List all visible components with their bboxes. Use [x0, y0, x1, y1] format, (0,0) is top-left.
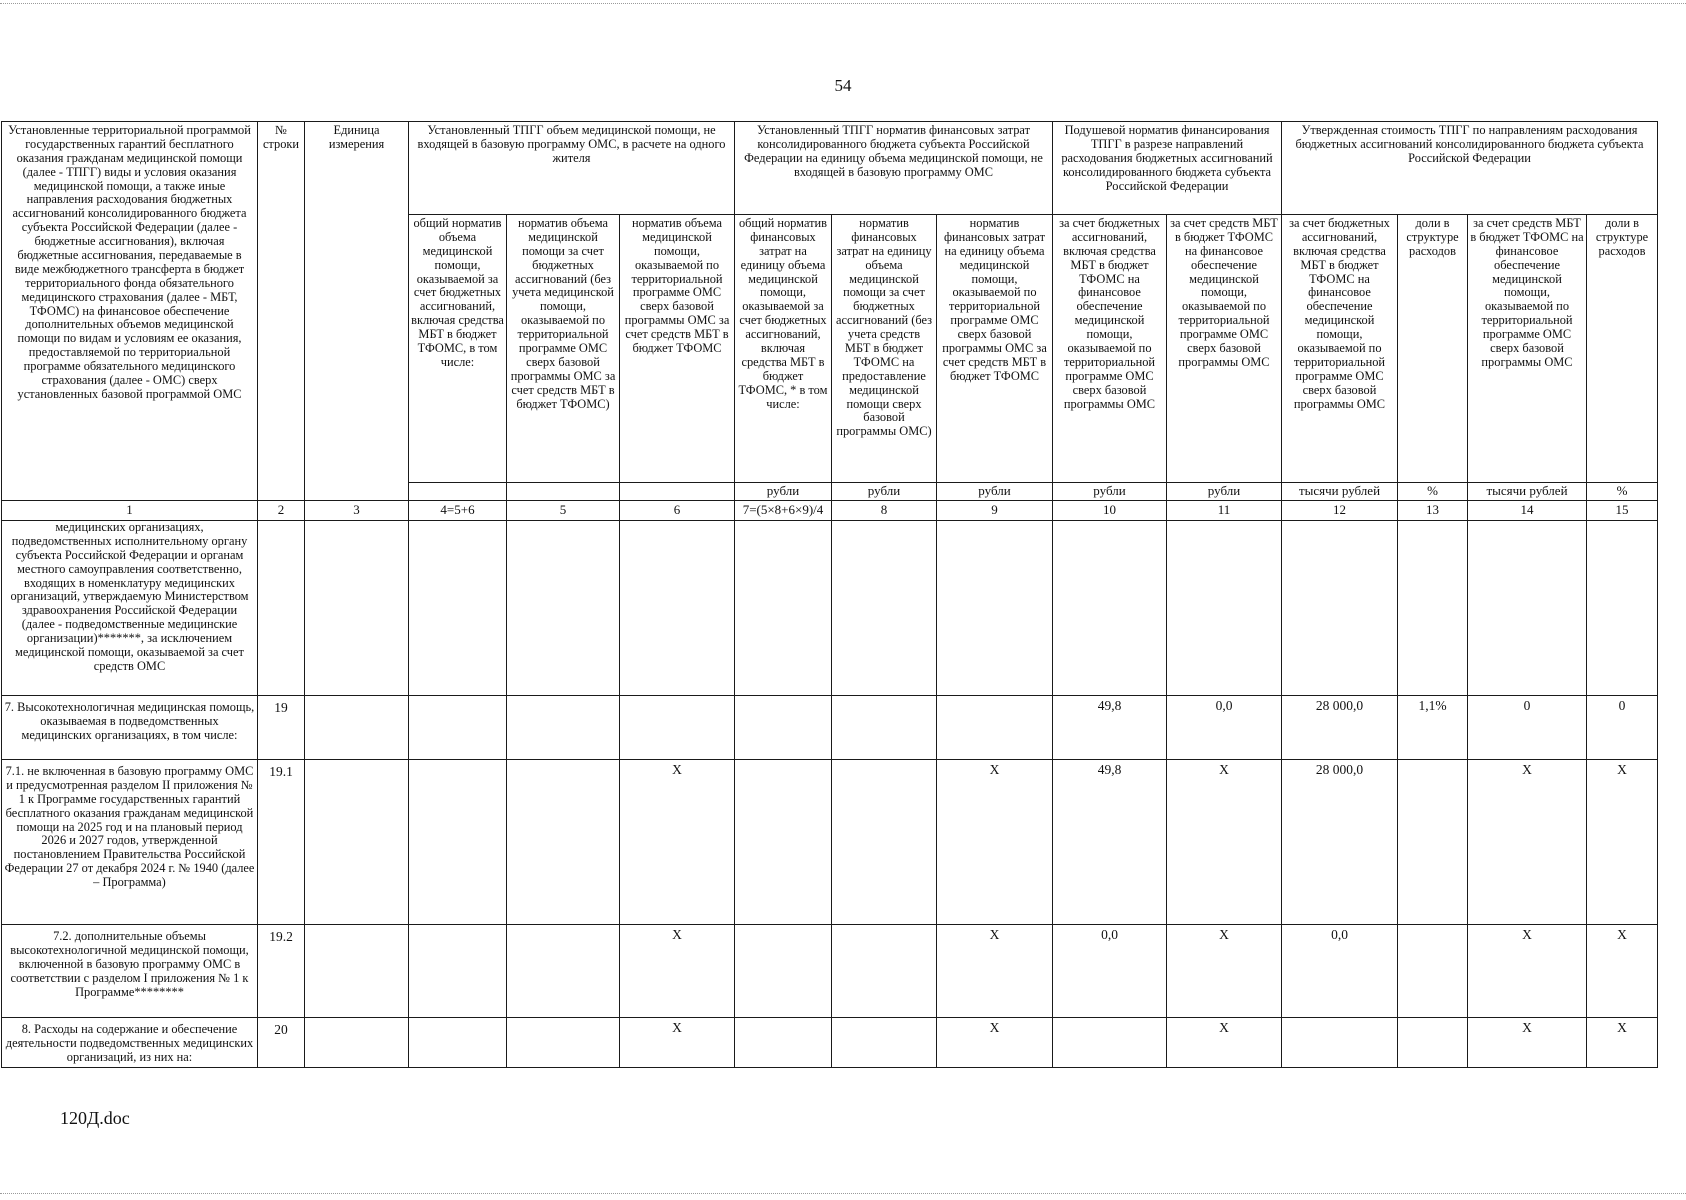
row-cell [937, 696, 1053, 760]
unit-cell: тысячи рублей [1468, 483, 1587, 501]
row-cell: 0 [1468, 696, 1587, 760]
column-number: 15 [1587, 501, 1658, 521]
row-cell [832, 521, 937, 696]
row-cell: X [937, 1018, 1053, 1068]
row-cell [735, 521, 832, 696]
row-number: 19.1 [258, 760, 305, 925]
row-cell [1587, 521, 1658, 696]
column-number: 6 [620, 501, 735, 521]
row-cell [409, 760, 507, 925]
row-cell [258, 521, 305, 696]
row-cell: 49,8 [1053, 760, 1167, 925]
row-cell [735, 925, 832, 1018]
row-cell: 49,8 [1053, 696, 1167, 760]
table-row [2, 696, 1658, 760]
row-cell: X [620, 925, 735, 1018]
row-cell: X [937, 760, 1053, 925]
row-number: 19.2 [258, 925, 305, 1018]
header-sub-10: за счет бюджетных ассигнований, включая средства МБТ в бюджет ТФОМС на финансовое обеспечение медицинской помощи, оказываемой по территориальной программе ОМС сверх базовой программы ОМС [1053, 215, 1167, 483]
header-sub-6: норматив объема медицинской помощи, оказываемой по территориальной программе ОМС сверх базовой программы ОМС за счет средств МБТ в бюджет ТФОМС [620, 215, 735, 483]
column-number: 9 [937, 501, 1053, 521]
document-filename: 120Д.doc [60, 1108, 130, 1128]
unit-cell [409, 483, 507, 501]
row-cell [1468, 521, 1587, 696]
header-sub-13: доли в структуре расходов [1398, 215, 1468, 483]
unit-cell: тысячи рублей [1282, 483, 1398, 501]
row-cell [735, 1018, 832, 1068]
row-number: 19 [258, 696, 305, 760]
column-number: 8 [832, 501, 937, 521]
row-cell [507, 760, 620, 925]
column-number: 10 [1053, 501, 1167, 521]
header-sub-11: за счет средств МБТ в бюджет ТФОМС на финансовое обеспечение медицинской помощи, оказываемой по территориальной программе ОМС сверх базовой программы ОМС [1167, 215, 1282, 483]
row-number: 20 [258, 1018, 305, 1068]
row-cell [1053, 1018, 1167, 1068]
unit-cell: рубли [832, 483, 937, 501]
row-cell: X [1468, 925, 1587, 1018]
row-cell [305, 760, 409, 925]
row-cell: X [1167, 760, 1282, 925]
row-cell [735, 696, 832, 760]
row-cell: 0 [1587, 696, 1658, 760]
row-cell [409, 696, 507, 760]
row-cell [832, 696, 937, 760]
row-cell [937, 521, 1053, 696]
row-cell [409, 521, 507, 696]
header-col-3: Единица измерения [305, 122, 409, 501]
row-cell [620, 696, 735, 760]
header-sub-9: норматив финансовых затрат на единицу объема медицинской помощи, оказываемой по территориальной программе ОМС сверх базовой программы ОМС за счет средств МБТ в бюджет ТФОМС [937, 215, 1053, 483]
header-sub-5: норматив объема медицинской помощи за счет бюджетных ассигнований (без учета медицинской помощи, оказываемой по территориальной программе ОМС сверх базовой программы ОМС за счет средств МБТ в бюджет ТФОМС) [507, 215, 620, 483]
unit-cell [620, 483, 735, 501]
row-label: 7.1. не включенная в базовую программу ОМС и предусмотренная разделом II приложения № 1 к Программе государственных гарантий бесплатного оказания гражданам медицинской помощи на 2025 год и на плановый период 2026 и 2027 годов, утвержденной постановлением Правительства Российской Федерации 27 от декабря 2024 г. № 1940 (далее – Программа) [2, 760, 258, 925]
unit-cell: рубли [1053, 483, 1167, 501]
row-cell: 28 000,0 [1282, 696, 1398, 760]
row-cell [1282, 521, 1398, 696]
row-cell [735, 760, 832, 925]
header-sub-14: за счет средств МБТ в бюджет ТФОМС на финансовое обеспечение медицинской помощи, оказываемой по территориальной программе ОМС сверх базовой программы ОМС [1468, 215, 1587, 483]
row-cell [409, 1018, 507, 1068]
row-cell [305, 521, 409, 696]
row-cell [832, 925, 937, 1018]
header-group-per-capita: Подушевой норматив финансирования ТПГГ в разрезе направлений расходования бюджетных ассигнований консолидированного бюджета субъекта Российской Федерации [1053, 122, 1282, 215]
column-number: 14 [1468, 501, 1587, 521]
row-label: 8. Расходы на содержание и обеспечение деятельности подведомственных медицинских организаций, из них на: [2, 1018, 258, 1068]
column-number: 7=(5×8+6×9)/4 [735, 501, 832, 521]
column-number: 2 [258, 501, 305, 521]
row-cell: X [1587, 1018, 1658, 1068]
row-cell: 0,0 [1282, 925, 1398, 1018]
row-cell: X [620, 1018, 735, 1068]
row-label: 7.2. дополнительные объемы высокотехнологичной медицинской помощи, включенной в базовую программу ОМС в соответствии с разделом I приложения № 1 к Программе******** [2, 925, 258, 1018]
column-number-row [2, 501, 1658, 521]
header-col-1: Установленные территориальной программой государственных гарантий бесплатного оказания гражданам медицинской помощи (далее - ТПГГ) виды и условия оказания медицинской помощи, а также иные направления расходования бюджетных ассигнований консолидированного бюджета субъекта Российской Федерации (далее - бюджетные ассигнования), включая бюджетные ассигнования, передаваемые в виде межбюджетного трансферта в бюджет территориального фонда обязательного медицинского страхования (далее - МБТ, ТФОМС) на финансовое обеспечение дополнительных объемов медицинской помощи по видам и условиям ее оказания, предоставляемой по территориальной программе обязательного медицинского страхования (далее - ОМС) сверх установленных базовой программой ОМС [2, 122, 258, 501]
table-row [2, 521, 1658, 696]
header-group-approved-cost: Утвержденная стоимость ТПГГ по направлениям расходования бюджетных ассигнований консолидированного бюджета субъекта Российской Федерации [1282, 122, 1658, 215]
row-cell: 0,0 [1167, 696, 1282, 760]
unit-cell: рубли [1167, 483, 1282, 501]
unit-cell: рубли [937, 483, 1053, 501]
row-cell: 28 000,0 [1282, 760, 1398, 925]
row-cell: 0,0 [1053, 925, 1167, 1018]
table-row [2, 1018, 1658, 1068]
row-cell [409, 925, 507, 1018]
row-cell [507, 696, 620, 760]
row-cell [507, 521, 620, 696]
header-sub-4: общий норматив объема медицинской помощи, оказываемой за счет бюджетных ассигнований, включая средства МБТ в бюджет ТФОМС, в том числе: [409, 215, 507, 483]
row-label: 7. Высокотехнологичная медицинская помощь, оказываемая в подведомственных медицинских организациях, в том числе: [2, 696, 258, 760]
row-cell [620, 521, 735, 696]
row-cell [1398, 925, 1468, 1018]
column-number: 12 [1282, 501, 1398, 521]
header-sub-15: доли в структуре расходов [1587, 215, 1658, 483]
header-sub-12: за счет бюджетных ассигнований, включая средства МБТ в бюджет ТФОМС на финансовое обеспечение медицинской помощи, оказываемой по территориальной программе ОМС сверх базовой программы ОМС [1282, 215, 1398, 483]
row-cell [1398, 521, 1468, 696]
header-group-volume: Установленный ТПГГ объем медицинской помощи, не входящей в базовую программу ОМС, в расчете на одного жителя [409, 122, 735, 215]
column-number: 3 [305, 501, 409, 521]
row-cell: X [937, 925, 1053, 1018]
row-cell: X [1468, 760, 1587, 925]
row-cell [1398, 1018, 1468, 1068]
row-cell [305, 1018, 409, 1068]
row-cell [305, 696, 409, 760]
column-number: 4=5+6 [409, 501, 507, 521]
column-number: 1 [2, 501, 258, 521]
page-number: 54 [834, 76, 852, 95]
row-cell [1398, 760, 1468, 925]
scan-edge-bottom [0, 1193, 1686, 1194]
unit-cell: рубли [735, 483, 832, 501]
row-cell: X [1587, 925, 1658, 1018]
row-cell [832, 760, 937, 925]
row-cell: X [1167, 925, 1282, 1018]
row-cell: 1,1% [1398, 696, 1468, 760]
header-sub-8: норматив финансовых затрат на единицу объема медицинской помощи за счет бюджетных ассигнований (без учета средств МБТ в бюджет ТФОМС на предоставление медицинской помощи сверх базовой программы ОМС) [832, 215, 937, 483]
row-cell: X [620, 760, 735, 925]
header-sub-7: общий норматив финансовых затрат на единицу объема медицинской помощи, оказываемой за счет бюджетных ассигнований, включая средства МБТ в бюджет ТФОМС, * в том числе: [735, 215, 832, 483]
row-cell [305, 925, 409, 1018]
unit-cell: % [1398, 483, 1468, 501]
row-cell [832, 1018, 937, 1068]
row-cell [1167, 521, 1282, 696]
row-cell [507, 925, 620, 1018]
column-number: 13 [1398, 501, 1468, 521]
unit-cell [507, 483, 620, 501]
column-number: 11 [1167, 501, 1282, 521]
row-cell: X [1468, 1018, 1587, 1068]
header-group-cost-norm: Установленный ТПГГ норматив финансовых затрат консолидированного бюджета субъекта Российской Федерации на единицу объема медицинской помощи, не входящей в базовую программу ОМС [735, 122, 1053, 215]
header-col-2: № строки [258, 122, 305, 501]
scan-edge-top [0, 3, 1686, 4]
row-cell [1053, 521, 1167, 696]
header-row-groups [2, 122, 1658, 215]
row-cell [1282, 1018, 1398, 1068]
unit-cell: % [1587, 483, 1658, 501]
row-cell: X [1167, 1018, 1282, 1068]
financing-table [1, 121, 1658, 1068]
table-row [2, 760, 1658, 925]
column-number: 5 [507, 501, 620, 521]
row-cell: X [1587, 760, 1658, 925]
row-label: медицинских организациях, подведомственных исполнительному органу субъекта Российской Федерации и органам местного самоуправления соответственно, входящих в номенклатуру медицинских организаций, утверждаемую Министерством здравоохранения Российской Федерации (далее - подведомственные медицинские организации)*******, за исключением медицинской помощи, оказываемой за счет средств ОМС [2, 521, 258, 696]
row-cell [507, 1018, 620, 1068]
table-row [2, 925, 1658, 1018]
